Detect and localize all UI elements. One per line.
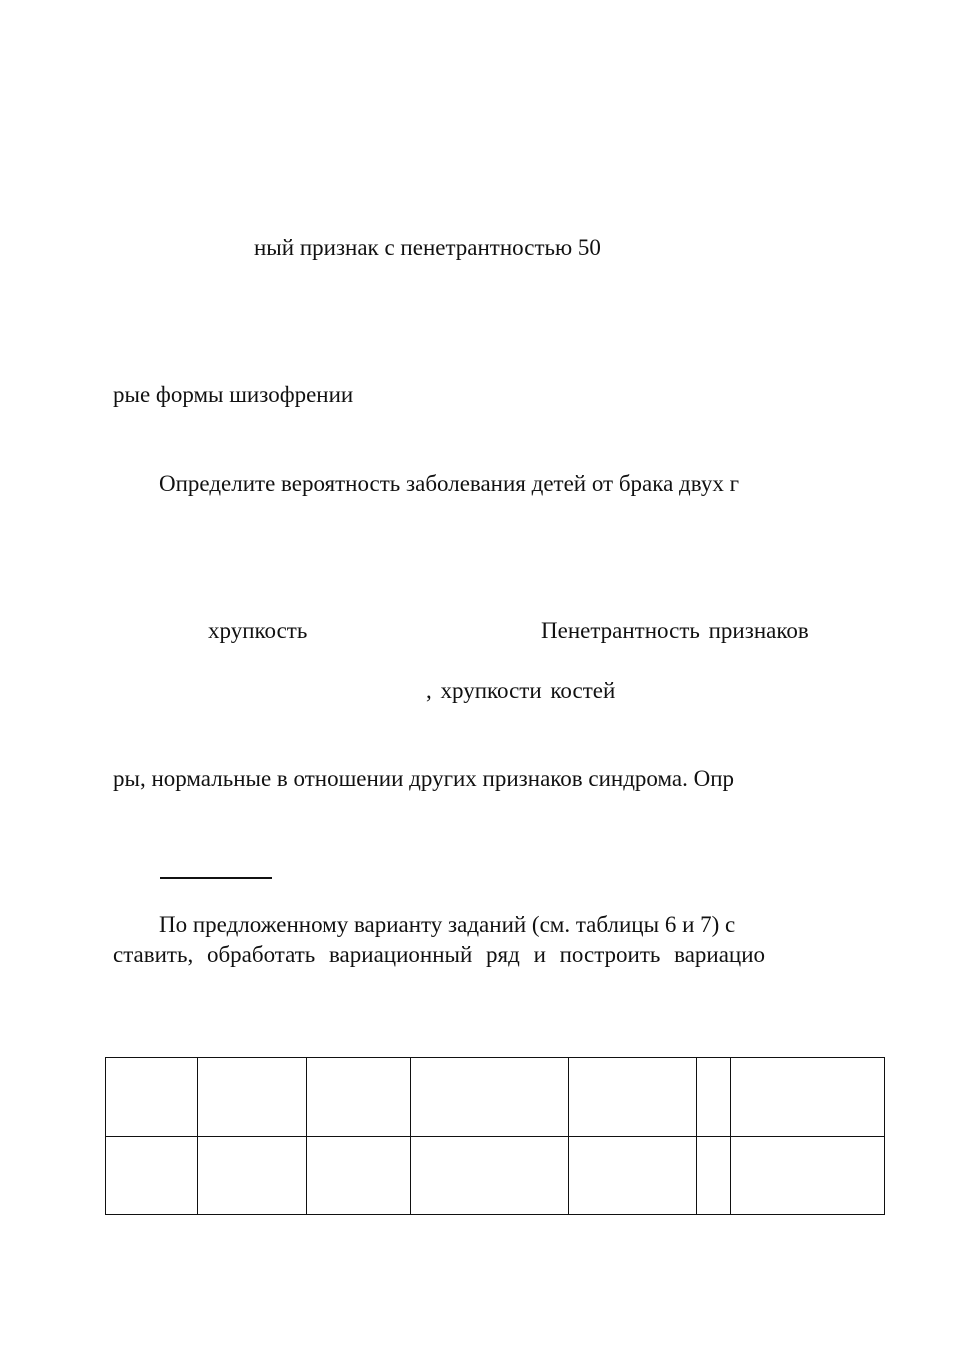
table-cell bbox=[731, 1136, 885, 1215]
text-bone-fragility: , хрупкости костей bbox=[426, 678, 616, 703]
text-line-task-variant: По предложенному варианту заданий (см. таблицы 6 и 7) с bbox=[159, 912, 736, 937]
text-line-syndrome-traits: ры, нормальные в отношении других признаков синдрома. Опр bbox=[113, 766, 735, 791]
data-table bbox=[105, 1057, 885, 1215]
table-cell bbox=[307, 1058, 411, 1137]
text-fragility: хрупкость bbox=[208, 618, 308, 643]
table-cell bbox=[307, 1136, 411, 1215]
table-cell bbox=[411, 1136, 569, 1215]
text-penetrance-of-traits: Пенетрантность признаков bbox=[541, 618, 809, 643]
table-row bbox=[106, 1058, 885, 1137]
table-cell bbox=[106, 1058, 198, 1137]
table-cell bbox=[569, 1136, 697, 1215]
table-cell bbox=[411, 1058, 569, 1137]
table-cell bbox=[731, 1058, 885, 1137]
table-cell bbox=[198, 1136, 307, 1215]
table-cell bbox=[106, 1136, 198, 1215]
table-cell bbox=[198, 1058, 307, 1137]
text-line-determine-probability: Определите вероятность заболевания детей от брака двух г bbox=[159, 471, 740, 496]
text-line-schizophrenia: рые формы шизофрении bbox=[113, 382, 354, 407]
text-line-penetrance-50: ный признак с пенетрантностью 50 bbox=[254, 235, 601, 260]
text-line-variation-series: ставить, обработать вариационный ряд и построить вариацио bbox=[113, 942, 766, 967]
footnote-separator bbox=[160, 877, 272, 879]
table-cell bbox=[697, 1136, 731, 1215]
table-cell bbox=[569, 1058, 697, 1137]
table-cell bbox=[697, 1058, 731, 1137]
table-row bbox=[106, 1136, 885, 1215]
